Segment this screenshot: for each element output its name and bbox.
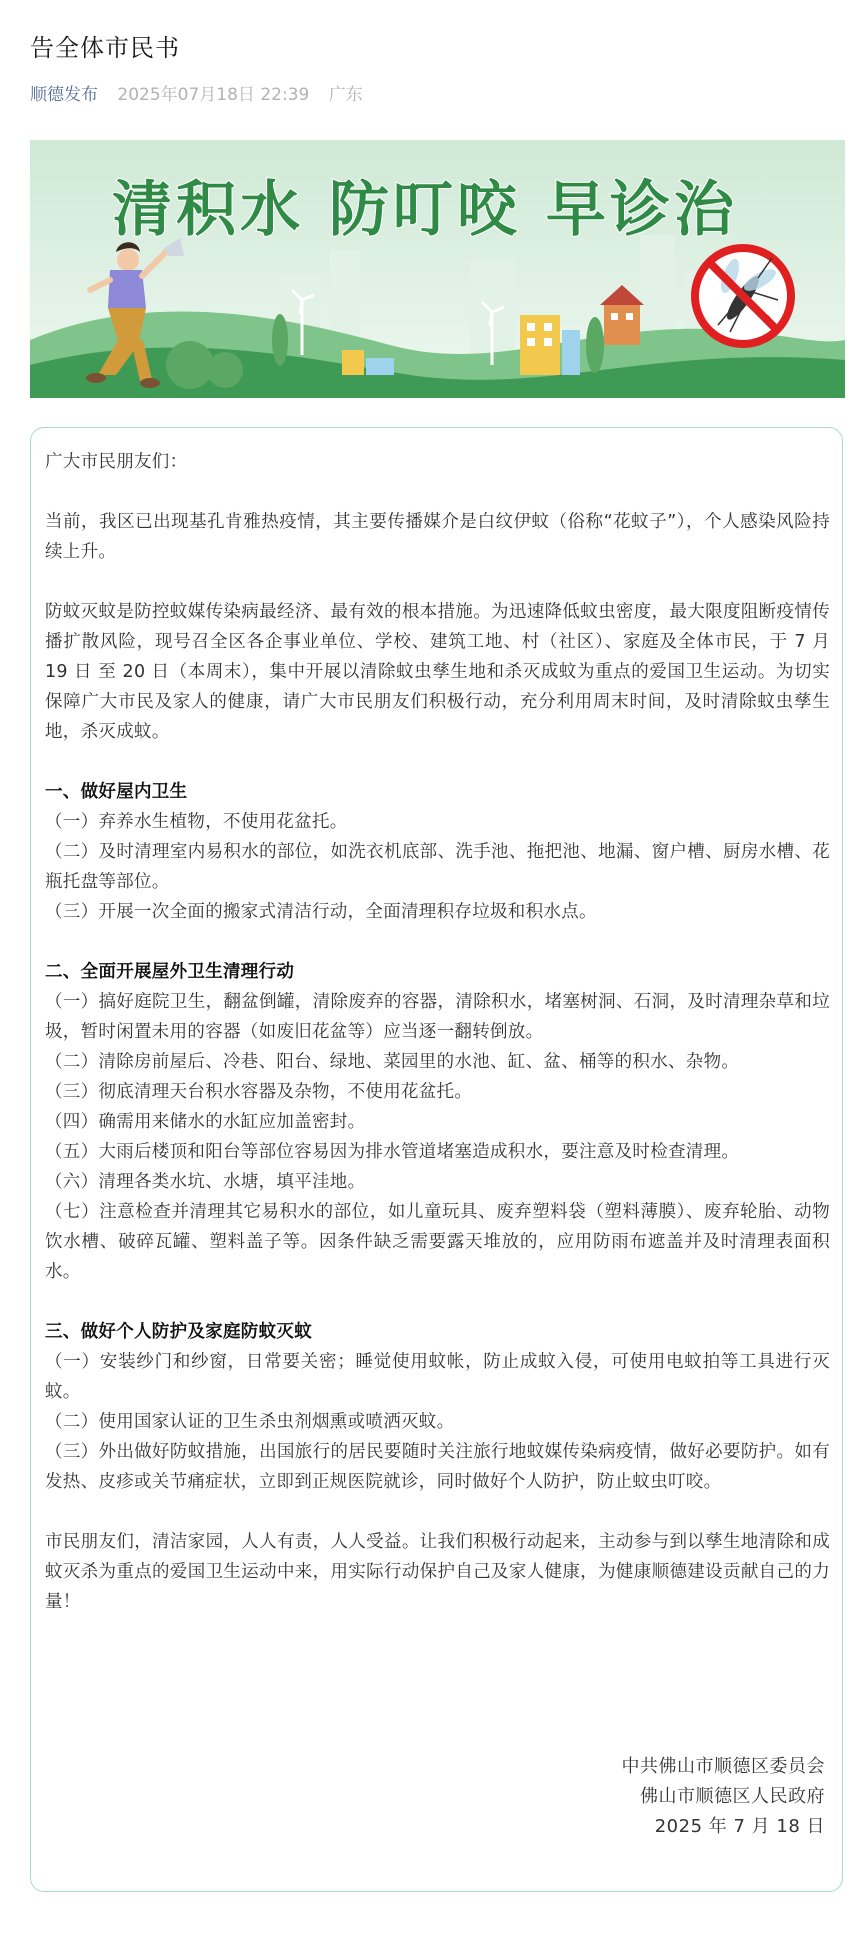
closing-paragraph: 市民朋友们，清洁家园，人人有责，人人受益。让我们积极行动起来，主动参与到以孳生地清除和成蚊灭杀为重点的爱国卫生运动中来，用实际行动保护自己及家人健康，为健康顺德建设贡献自己的力量！: [45, 1532, 830, 1612]
section-2-item-3: （三）彻底清理天台积水容器及杂物，不使用花盆托。: [45, 1082, 473, 1102]
signature-org-1: 中共佛山市顺德区委员会: [621, 1756, 825, 1777]
section-3-item-3: （三）外出做好防蚊措施，出国旅行的居民要随时关注旅行地蚊媒传染病疫情，做好必要防护。如有发热、皮疹或关节痛症状，立即到正规医院就诊，同时做好个人防护，防止蚊虫叮咬。: [45, 1442, 830, 1492]
section-1-item-2: （二）及时清理室内易积水的部位，如洗衣机底部、洗手池、拖把池、地漏、窗户槽、厨房水槽、花瓶托盘等部位。: [45, 842, 830, 892]
signature-block: [622, 1752, 826, 1842]
section-2-item-5: （五）大雨后楼顶和阳台等部位容易因为排水管道堵塞造成积水，要注意及时检查清理。: [45, 1142, 740, 1162]
intro-paragraph-2: 防蚊灭蚊是防控蚊媒传染病最经济、最有效的根本措施。为迅速降低蚊虫密度，最大限度阻断疫情传播扩散风险，现号召全区各企事业单位、学校、建筑工地、村（社区）、家庭及全体市民，于 7 月 19 日 至 20 日（本周末），集中开展以清除蚊虫孳生地和杀灭成蚊为重点的爱国卫生运动。为切实保障广大市民及家人的健康，请广大市民朋友们积极行动，充分利用周末时间，及时清除蚊虫孳生地，杀灭成蚊。: [45, 602, 830, 742]
section-3-item-2: （二）使用国家认证的卫生杀虫剂烟熏或喷洒灭蚊。: [45, 1412, 455, 1432]
publish-date: 2025年07月18日 22:39: [117, 85, 310, 105]
banner-image: [30, 140, 845, 398]
banner-headline: 清积水 防叮咬 早诊治: [112, 175, 738, 245]
section-2-item-7: （七）注意检查并清理其它易积水的部位，如儿童玩具、废弃塑料袋（塑料薄膜）、废弃轮胎、动物饮水槽、破碎瓦罐、塑料盖子等。因条件缺乏需要露天堆放的，应用防雨布遮盖并及时清理表面积水。: [45, 1202, 830, 1282]
article-meta: [30, 80, 363, 105]
section-2-item-6: （六）清理各类水坑、水塘，填平洼地。: [45, 1172, 366, 1192]
greeting: 广大市民朋友们：: [45, 452, 188, 472]
signature-date: 2025 年 7 月 18 日: [654, 1816, 825, 1837]
article-title: 告全体市民书: [30, 34, 180, 62]
section-heading-2: 二、全面开展屋外卫生清理行动: [45, 962, 295, 982]
author-link[interactable]: 顺德发布: [30, 85, 98, 105]
section-3-item-1: （一）安装纱门和纱窗，日常要关密；睡觉使用蚊帐，防止成蚊入侵，可使用电蚊拍等工具进行灭蚊。: [45, 1352, 830, 1402]
section-1-item-1: （一）弃养水生植物，不使用花盆托。: [45, 812, 348, 832]
section-2-item-1: （一）搞好庭院卫生，翻盆倒罐，清除废弃的容器，清除积水，堵塞树洞、石洞，及时清理杂草和垃圾，暂时闲置未用的容器（如废旧花盆等）应当逐一翻转倒放。: [45, 992, 830, 1042]
section-2-item-2: （二）清除房前屋后、冷巷、阳台、绿地、菜园里的水池、缸、盆、桶等的积水、杂物。: [45, 1052, 740, 1072]
section-heading-3: 三、做好个人防护及家庭防蚊灭蚊: [45, 1322, 312, 1342]
signature-org-2: 佛山市顺德区人民政府: [640, 1786, 825, 1807]
section-2-item-4: （四）确需用来储水的水缸应加盖密封。: [45, 1112, 366, 1132]
section-1-item-3: （三）开展一次全面的搬家式清洁行动，全面清理积存垃圾和积水点。: [45, 902, 597, 922]
letter-body: [45, 447, 830, 1617]
no-mosquito-icon: [695, 248, 791, 344]
intro-paragraph-1: 当前，我区已出现基孔肯雅热疫情，其主要传播媒介是白纹伊蚊（俗称“花蚊子”），个人感染风险持续上升。: [45, 512, 830, 562]
publish-location: 广东: [328, 85, 363, 105]
section-heading-1: 一、做好屋内卫生: [45, 782, 188, 802]
